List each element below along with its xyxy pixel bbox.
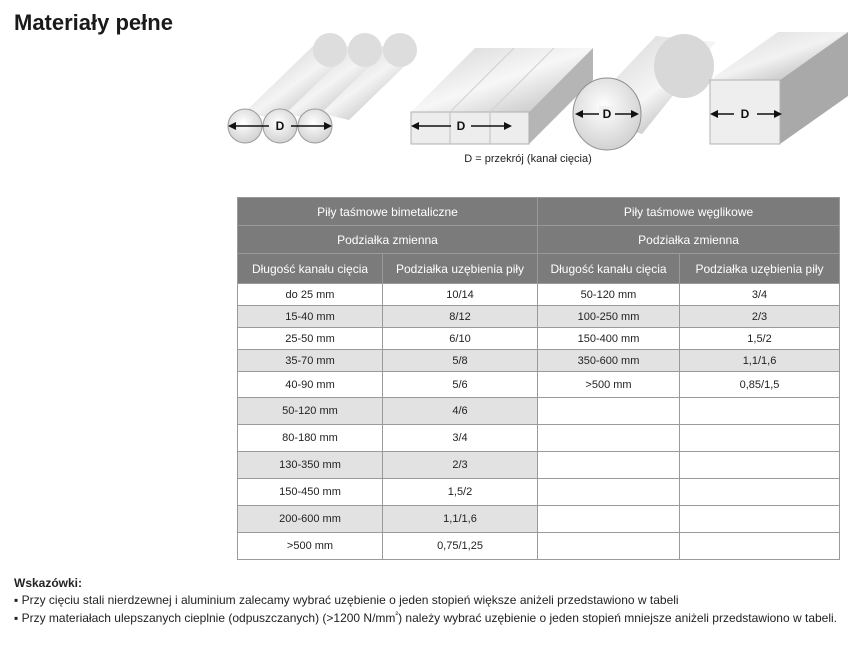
table-cell: 150-450 mm — [238, 479, 383, 506]
table-cell — [680, 506, 840, 533]
hint-text: ) należy wybrać uzębienie o jeden stopień mniejsze aniżeli przedstawiono w tabeli. — [398, 611, 838, 625]
table-cell: 35-70 mm — [238, 350, 383, 372]
group-header-bimetal: Piły taśmowe bimetaliczne — [238, 198, 538, 226]
page-title: Materiały pełne — [14, 10, 173, 35]
cross-section-illustration — [225, 28, 850, 163]
table-cell: 2/3 — [680, 306, 840, 328]
table-row — [238, 425, 840, 452]
table-cell: 8/12 — [383, 306, 538, 328]
svg-text:D: D — [740, 107, 750, 121]
table-cell: 5/8 — [383, 350, 538, 372]
table-cell: 3/4 — [383, 425, 538, 452]
subgroup-header-bimetal: Podziałka zmienna — [238, 226, 538, 254]
table-cell: do 25 mm — [238, 284, 383, 306]
table-row — [238, 372, 840, 398]
column-header-cut-length: Długość kanału cięcia — [238, 254, 383, 284]
table-cell: 0,75/1,25 — [383, 533, 538, 560]
hint-item — [14, 610, 837, 625]
svg-text:D: D — [602, 107, 612, 121]
hints-section — [14, 576, 837, 625]
superscript-2: ² — [395, 610, 399, 619]
group-header-carbide: Piły taśmowe węglikowe — [538, 198, 840, 226]
hint-item: ▪ Przy cięciu stali nierdzewnej i aluminium zalecamy wybrać uzębienie o jeden stopień większe aniżeli przedstawiono w tabeli — [14, 593, 679, 607]
table-cell: 10/14 — [383, 284, 538, 306]
table-row — [238, 506, 840, 533]
table-cell: 100-250 mm — [538, 306, 680, 328]
table-cell — [538, 506, 680, 533]
table-cell: 1,1/1,6 — [383, 506, 538, 533]
table-cell: 3/4 — [680, 284, 840, 306]
column-header-tooth-pitch: Podziałka uzębienia piły — [383, 254, 538, 284]
table-cell: 150-400 mm — [538, 328, 680, 350]
table-cell — [680, 425, 840, 452]
hint-text: ▪ Przy materiałach ulepszanych cieplnie (odpuszczanych) (>1200 N/mm — [14, 611, 396, 625]
blade-pitch-table — [237, 197, 840, 560]
table-cell: 130-350 mm — [238, 452, 383, 479]
column-header-tooth-pitch: Podziałka uzębienia piły — [680, 254, 840, 284]
svg-text:D: D — [275, 119, 285, 133]
table-cell: 50-120 mm — [538, 284, 680, 306]
table-cell — [538, 425, 680, 452]
table-cell: 5/6 — [383, 372, 538, 398]
table-cell: 40-90 mm — [238, 372, 383, 398]
table-cell: 50-120 mm — [238, 398, 383, 425]
table-row — [238, 306, 840, 328]
table-cell: >500 mm — [238, 533, 383, 560]
table-cell — [538, 479, 680, 506]
round-bar-icon — [573, 34, 716, 150]
table-cell — [680, 398, 840, 425]
table-cell: 80-180 mm — [238, 425, 383, 452]
subgroup-header-carbide: Podziałka zmienna — [538, 226, 840, 254]
table-row — [238, 479, 840, 506]
diagram-caption: D = przekrój (kanał cięcia) — [464, 153, 592, 165]
table-cell: 350-600 mm — [538, 350, 680, 372]
table-row — [238, 350, 840, 372]
table-row — [238, 328, 840, 350]
column-header-cut-length: Długość kanału cięcia — [538, 254, 680, 284]
table-row — [238, 452, 840, 479]
table-cell: 6/10 — [383, 328, 538, 350]
hints-heading: Wskazówki: — [14, 576, 83, 590]
table-row — [238, 533, 840, 560]
table-cell: 15-40 mm — [238, 306, 383, 328]
table-cell: 1,1/1,6 — [680, 350, 840, 372]
table-cell: 25-50 mm — [238, 328, 383, 350]
table-cell: 200-600 mm — [238, 506, 383, 533]
table-cell — [680, 452, 840, 479]
table-cell: 1,5/2 — [680, 328, 840, 350]
flat-bar-bundle-icon — [411, 48, 593, 144]
round-bundle-icon — [228, 33, 417, 143]
table-cell: >500 mm — [538, 372, 680, 398]
table-cell — [680, 479, 840, 506]
table-cell — [538, 398, 680, 425]
table-cell: 4/6 — [383, 398, 538, 425]
square-bar-icon — [710, 32, 848, 144]
table-cell: 1,5/2 — [383, 479, 538, 506]
svg-text:D: D — [456, 119, 466, 133]
table-cell — [680, 533, 840, 560]
table-row — [238, 398, 840, 425]
table-cell — [538, 452, 680, 479]
table-cell: 0,85/1,5 — [680, 372, 840, 398]
table-row — [238, 284, 840, 306]
table-cell: 2/3 — [383, 452, 538, 479]
table-cell — [538, 533, 680, 560]
